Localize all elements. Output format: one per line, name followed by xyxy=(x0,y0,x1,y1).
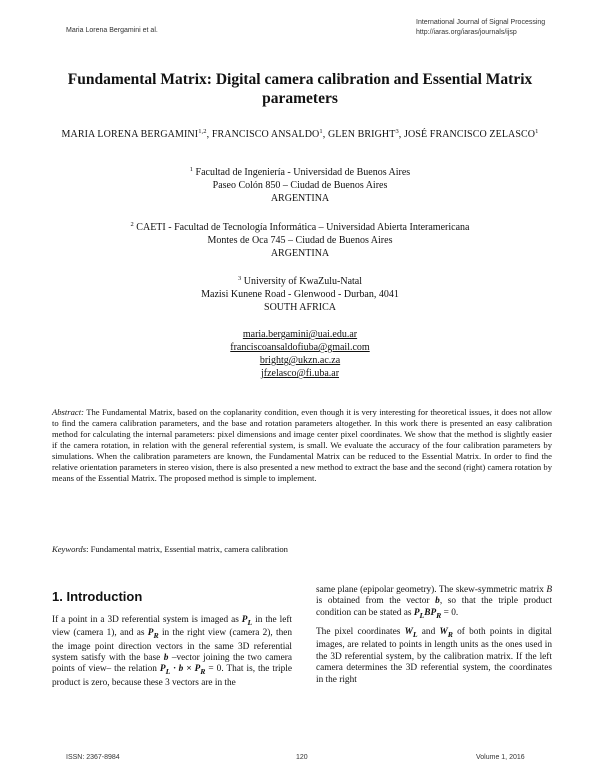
affiliation-line: CAETI - Facultad de Tecnología Informática – Universidad Abierta Interamericana xyxy=(136,222,470,233)
abstract-text: The Fundamental Matrix, based on the coplanarity condition, even though it is very interesting for theoretical issues, it does not allow to find the camera calibration parameters, and the base and rotation parameters altogether. In this work there is presented an easy calibration method for calculating the internal parameters: pixel dimensions and image center pixel coordinates. We show that the method is slightly easier if the camera rotation, in relation with the general referential system, is small. We evaluate the accuracy of the four calibration parameters by simulations. When the calibration parameters are known, the Fundamental Matrix can be reduced to the Essential Matrix. In order to find the relative orientation parameters in stereo vision, there is also presented a new method to extract the base and the second (right) camera rotation by means of the Essential Matrix. The proposed method is simple to implement. xyxy=(52,407,552,483)
author-name: , GLEN BRIGHT xyxy=(322,129,396,140)
author-name: , JOSÉ FRANCISCO ZELASCO xyxy=(398,129,536,140)
affiliation-mark: 3 xyxy=(237,275,242,282)
author-affiliation-mark: 1 xyxy=(319,128,323,135)
email-link[interactable]: maria.bergamini@uai.edu.ar xyxy=(242,329,358,340)
footer-volume: Volume 1, 2016 xyxy=(476,754,525,761)
affiliation-3 xyxy=(50,272,550,314)
affiliation-line: University of KwaZulu-Natal xyxy=(243,276,363,287)
right-column xyxy=(316,585,552,692)
page-number: 120 xyxy=(296,754,308,761)
journal-name: International Journal of Signal Processing xyxy=(416,19,546,26)
author-affiliation-mark: 1 xyxy=(535,128,539,135)
abstract xyxy=(52,407,552,484)
affiliation-1 xyxy=(50,163,550,205)
author-affiliation-mark: 3 xyxy=(395,128,399,135)
paper-title: Fundamental Matrix: Digital camera calibration and Essential Matrix parameters xyxy=(67,71,533,107)
abstract-label: Abstract: xyxy=(52,407,84,417)
affiliation-line: ARGENTINA xyxy=(270,248,330,259)
author-name: MARIA LORENA BERGAMINI xyxy=(61,129,199,140)
keywords-label: Keywords xyxy=(52,544,87,554)
email-list xyxy=(50,328,550,380)
section-heading: 1. Introduction xyxy=(52,589,143,604)
running-header-author: Maria Lorena Bergamini et al. xyxy=(66,27,158,34)
affiliation-line: SOUTH AFRICA xyxy=(264,302,336,313)
affiliation-line: ARGENTINA xyxy=(270,193,330,204)
email-link[interactable]: franciscoansaldofiuba@gmail.com xyxy=(230,342,370,353)
affiliation-line: Mazisi Kunene Road - Glenwood - Durban, 4041 xyxy=(201,289,399,300)
author-list xyxy=(40,125,560,141)
keywords xyxy=(52,544,552,555)
running-header-journal xyxy=(416,18,545,38)
affiliation-mark: 2 xyxy=(130,221,134,228)
affiliation-line: Paseo Colón 850 – Ciudad de Buenos Aires xyxy=(212,180,388,191)
affiliation-2 xyxy=(50,218,550,260)
body-paragraph: If a point in a 3D referential system is imaged as $P_L$ in the left view (camera 1), and as $P_R$ in the right view (camera 2), then the image point direction vectors in the same 3D referential system satisfy with the base b –vector joining the two camera points of view– the relation $P_L \cdot b \times P_R = 0$. That is, the triple product is zero, because these 3 vectors are in the xyxy=(52,615,293,688)
journal-url[interactable]: http://iaras.org/iaras/journals/ijsp xyxy=(416,29,517,36)
author-affiliation-mark: 1,2 xyxy=(198,128,207,135)
body-paragraph: same plane (epipolar geometry). The skew-symmetric matrix B is obtained from the vector b, so that the triple product condition can be stated as $P_LBP_R = 0$. xyxy=(316,585,552,620)
left-column xyxy=(52,615,292,695)
affiliation-line: Facultad de Ingeniería - Universidad de Buenos Aires xyxy=(195,167,411,178)
email-link[interactable]: jfzelasco@fi.uba.ar xyxy=(260,368,340,379)
author-name: , FRANCISCO ANSALDO xyxy=(206,129,320,140)
email-link[interactable]: brightg@ukzn.ac.za xyxy=(259,355,341,366)
body-paragraph: The pixel coordinates $W_L$ and $W_R$ of both points in digital images, are related to points in length units as the ones used in the 3D referential system, by the calibration matrix. If the left camera determines the 3D referential system, the coordinates in the right xyxy=(316,627,552,685)
affiliation-line: Montes de Oca 745 – Ciudad de Buenos Aires xyxy=(207,235,393,246)
keywords-text: : Fundamental matrix, Essential matrix, camera calibration xyxy=(86,544,288,554)
affiliation-mark: 1 xyxy=(189,166,194,173)
footer-issn: ISSN: 2367-8984 xyxy=(66,754,120,761)
